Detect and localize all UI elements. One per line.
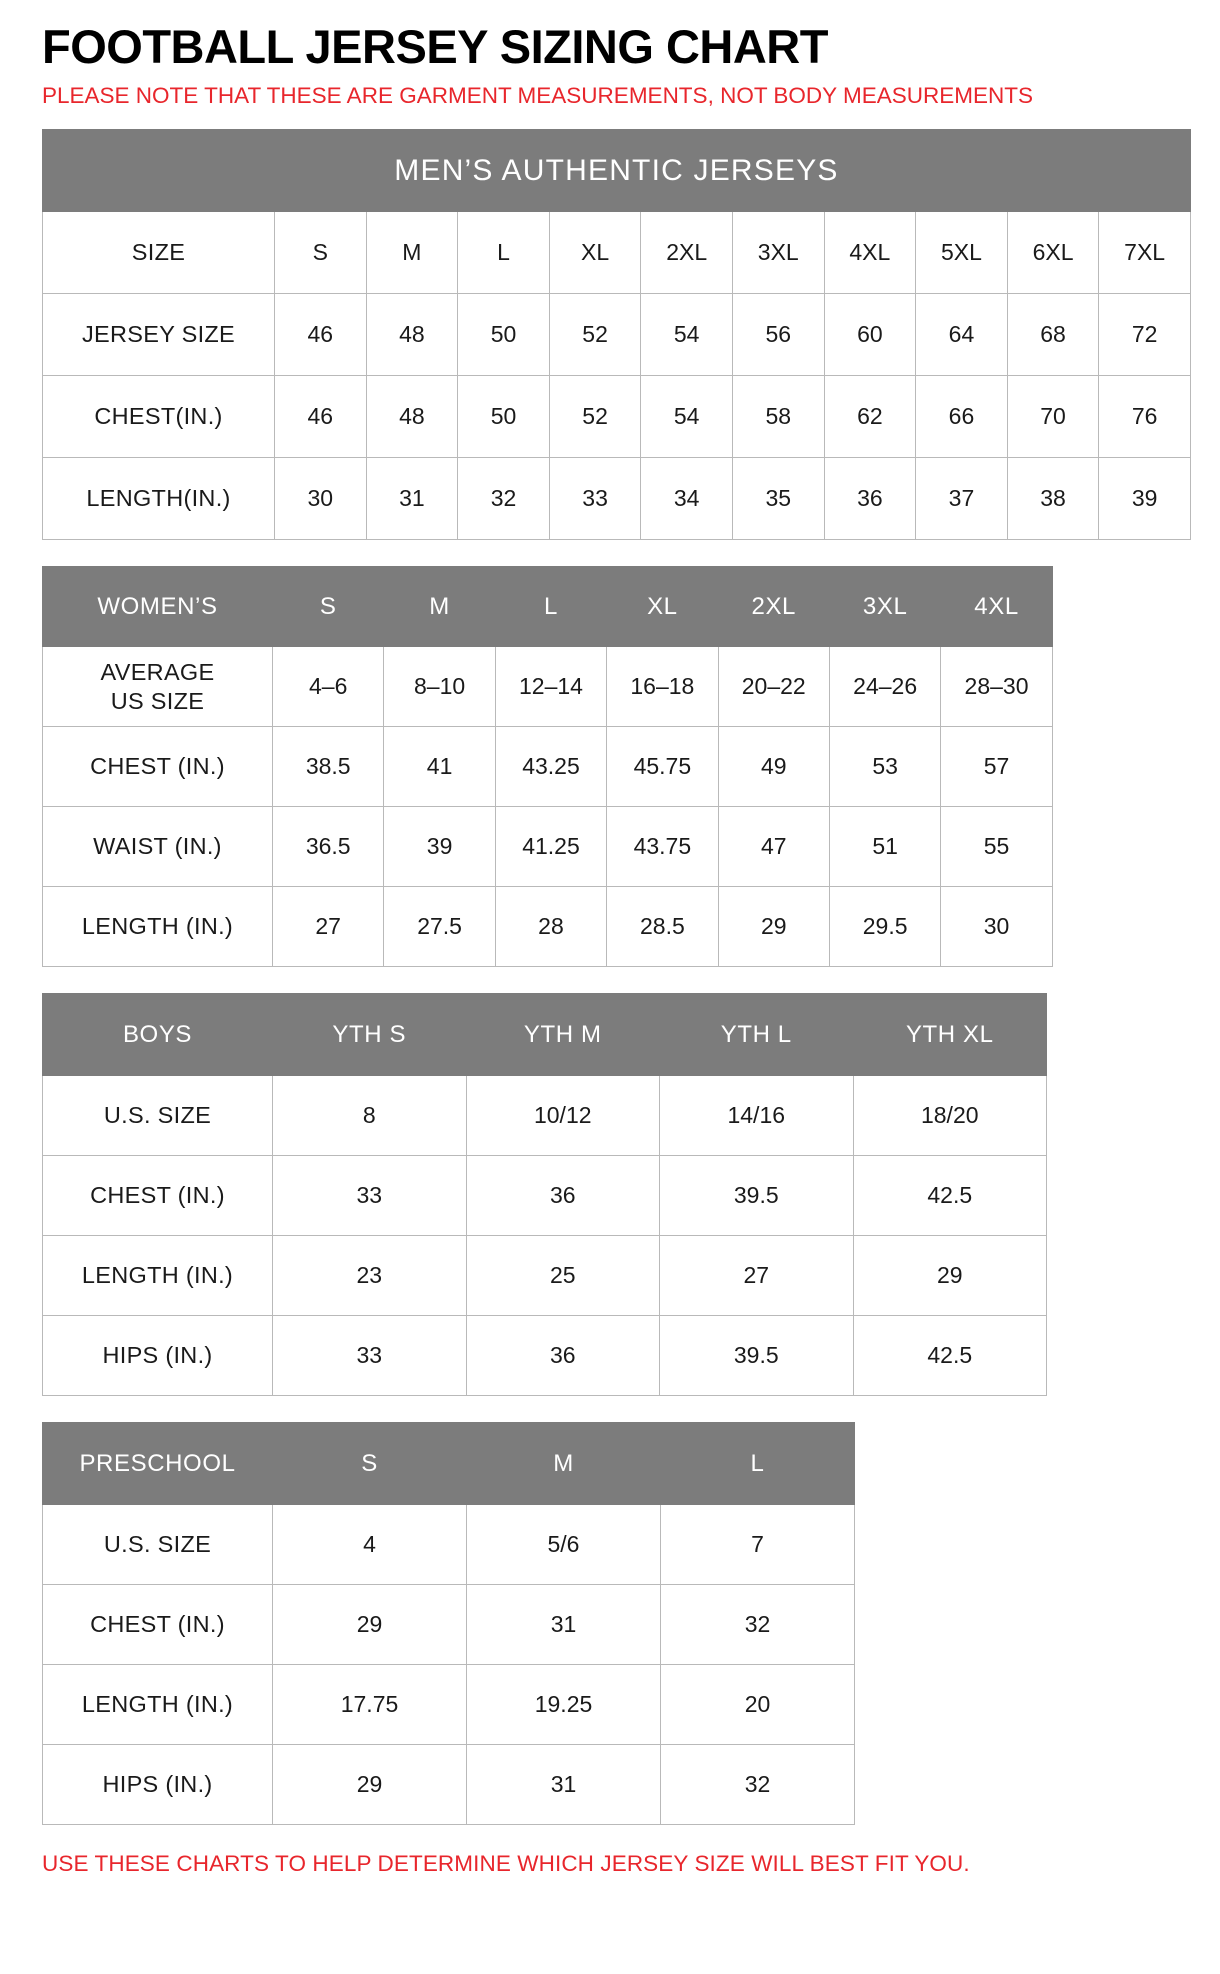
womens-size-4xl: 4XL xyxy=(941,567,1052,647)
cell: 28–30 xyxy=(941,647,1052,727)
cell: 36.5 xyxy=(273,807,384,887)
cell: 36 xyxy=(466,1156,660,1236)
row-label: HIPS (IN.) xyxy=(43,1745,273,1825)
table-row xyxy=(43,1665,855,1745)
cell: 36 xyxy=(466,1316,660,1396)
boys-sizing-table xyxy=(42,993,1047,1396)
cell: 31 xyxy=(467,1585,661,1665)
row-label: CHEST (IN.) xyxy=(43,1156,273,1236)
mens-size-4xl: 4XL xyxy=(824,212,916,294)
cell: 31 xyxy=(366,458,458,540)
cell: 10/12 xyxy=(466,1076,660,1156)
cell: 51 xyxy=(829,807,940,887)
cell: 33 xyxy=(273,1316,467,1396)
cell: 50 xyxy=(458,376,550,458)
cell: 66 xyxy=(916,376,1008,458)
womens-size-m: M xyxy=(384,567,495,647)
cell: 48 xyxy=(366,376,458,458)
table-header-row xyxy=(43,212,1191,294)
womens-size-2xl: 2XL xyxy=(718,567,829,647)
boys-size-yth-l: YTH L xyxy=(660,994,854,1076)
womens-size-l: L xyxy=(495,567,606,647)
cell: 42.5 xyxy=(853,1316,1047,1396)
cell: 39.5 xyxy=(660,1316,854,1396)
womens-size-3xl: 3XL xyxy=(829,567,940,647)
cell: 20 xyxy=(661,1665,855,1745)
cell: 68 xyxy=(1007,294,1099,376)
mens-size-xl: XL xyxy=(549,212,641,294)
row-label-line2: US SIZE xyxy=(110,687,205,714)
cell: 60 xyxy=(824,294,916,376)
table-header-row xyxy=(43,1423,855,1505)
womens-header-label: WOMEN’S xyxy=(43,567,273,647)
cell: 28 xyxy=(495,887,606,967)
mens-size-5xl: 5XL xyxy=(916,212,1008,294)
cell: 38 xyxy=(1007,458,1099,540)
cell: 43.75 xyxy=(607,807,718,887)
table-row xyxy=(43,294,1191,376)
cell: 17.75 xyxy=(273,1665,467,1745)
cell: 38.5 xyxy=(273,727,384,807)
cell: 29 xyxy=(273,1585,467,1665)
mens-sizing-table xyxy=(42,129,1191,540)
cell: 33 xyxy=(273,1156,467,1236)
cell: 46 xyxy=(275,376,367,458)
boys-size-yth-s: YTH S xyxy=(273,994,467,1076)
cell: 29.5 xyxy=(829,887,940,967)
mens-size-3xl: 3XL xyxy=(732,212,824,294)
cell: 25 xyxy=(466,1236,660,1316)
row-label: HIPS (IN.) xyxy=(43,1316,273,1396)
cell: 18/20 xyxy=(853,1076,1047,1156)
table-row xyxy=(43,1585,855,1665)
cell: 30 xyxy=(941,887,1052,967)
row-label: LENGTH (IN.) xyxy=(43,1236,273,1316)
cell: 53 xyxy=(829,727,940,807)
row-label: CHEST (IN.) xyxy=(43,727,273,807)
table-banner-row xyxy=(43,130,1191,212)
cell: 29 xyxy=(853,1236,1047,1316)
table-row xyxy=(43,887,1053,967)
row-label-line1: AVERAGE xyxy=(100,658,215,685)
row-label xyxy=(43,647,273,727)
cell: 29 xyxy=(273,1745,467,1825)
boys-size-yth-m: YTH M xyxy=(466,994,660,1076)
table-row xyxy=(43,1316,1047,1396)
cell: 55 xyxy=(941,807,1052,887)
cell: 30 xyxy=(275,458,367,540)
cell: 57 xyxy=(941,727,1052,807)
row-label: CHEST (IN.) xyxy=(43,1585,273,1665)
cell: 52 xyxy=(549,376,641,458)
page-title: FOOTBALL JERSEY SIZING CHART xyxy=(42,20,828,73)
row-label: JERSEY SIZE xyxy=(43,294,275,376)
cell: 23 xyxy=(273,1236,467,1316)
cell: 31 xyxy=(467,1745,661,1825)
cell: 52 xyxy=(549,294,641,376)
table-row xyxy=(43,458,1191,540)
cell: 8–10 xyxy=(384,647,495,727)
cell: 27 xyxy=(660,1236,854,1316)
cell: 32 xyxy=(458,458,550,540)
womens-size-s: S xyxy=(273,567,384,647)
mens-size-label: SIZE xyxy=(43,212,275,294)
row-label: U.S. SIZE xyxy=(43,1076,273,1156)
cell: 24–26 xyxy=(829,647,940,727)
row-label: CHEST(IN.) xyxy=(43,376,275,458)
cell: 28.5 xyxy=(607,887,718,967)
row-label: U.S. SIZE xyxy=(43,1505,273,1585)
row-label: LENGTH (IN.) xyxy=(43,1665,273,1745)
cell: 41 xyxy=(384,727,495,807)
cell: 32 xyxy=(661,1585,855,1665)
cell: 27.5 xyxy=(384,887,495,967)
cell: 72 xyxy=(1099,294,1191,376)
cell: 33 xyxy=(549,458,641,540)
boys-header-label: BOYS xyxy=(43,994,273,1076)
preschool-size-m: M xyxy=(467,1423,661,1505)
cell: 41.25 xyxy=(495,807,606,887)
preschool-size-s: S xyxy=(273,1423,467,1505)
cell: 37 xyxy=(916,458,1008,540)
preschool-size-l: L xyxy=(661,1423,855,1505)
table-row xyxy=(43,647,1053,727)
cell: 12–14 xyxy=(495,647,606,727)
table-row xyxy=(43,1236,1047,1316)
table-row xyxy=(43,807,1053,887)
cell: 49 xyxy=(718,727,829,807)
cell: 8 xyxy=(273,1076,467,1156)
cell: 47 xyxy=(718,807,829,887)
cell: 48 xyxy=(366,294,458,376)
table-row xyxy=(43,727,1053,807)
measurement-disclaimer: PLEASE NOTE THAT THESE ARE GARMENT MEASUREMENTS, NOT BODY MEASUREMENTS xyxy=(42,83,1034,109)
table-header-row xyxy=(43,567,1053,647)
cell: 58 xyxy=(732,376,824,458)
mens-size-s: S xyxy=(275,212,367,294)
cell: 36 xyxy=(824,458,916,540)
row-label: LENGTH(IN.) xyxy=(43,458,275,540)
table-row xyxy=(43,1156,1047,1236)
cell: 54 xyxy=(641,294,733,376)
boys-size-yth-xl: YTH XL xyxy=(853,994,1047,1076)
table-row xyxy=(43,1505,855,1585)
row-label: LENGTH (IN.) xyxy=(43,887,273,967)
table-row xyxy=(43,1745,855,1825)
preschool-sizing-table xyxy=(42,1422,855,1825)
womens-size-xl: XL xyxy=(607,567,718,647)
cell: 50 xyxy=(458,294,550,376)
cell: 45.75 xyxy=(607,727,718,807)
cell: 39 xyxy=(1099,458,1191,540)
mens-size-l: L xyxy=(458,212,550,294)
preschool-header-label: PRESCHOOL xyxy=(43,1423,273,1505)
mens-size-2xl: 2XL xyxy=(641,212,733,294)
table-row xyxy=(43,376,1191,458)
cell: 4 xyxy=(273,1505,467,1585)
cell: 64 xyxy=(916,294,1008,376)
womens-sizing-table xyxy=(42,566,1053,967)
cell: 19.25 xyxy=(467,1665,661,1745)
cell: 14/16 xyxy=(660,1076,854,1156)
cell: 20–22 xyxy=(718,647,829,727)
mens-size-m: M xyxy=(366,212,458,294)
cell: 39.5 xyxy=(660,1156,854,1236)
mens-size-7xl: 7XL xyxy=(1099,212,1191,294)
cell: 54 xyxy=(641,376,733,458)
cell: 7 xyxy=(661,1505,855,1585)
cell: 32 xyxy=(661,1745,855,1825)
cell: 56 xyxy=(732,294,824,376)
cell: 42.5 xyxy=(853,1156,1047,1236)
cell: 76 xyxy=(1099,376,1191,458)
cell: 43.25 xyxy=(495,727,606,807)
cell: 29 xyxy=(718,887,829,967)
cell: 35 xyxy=(732,458,824,540)
table-header-row xyxy=(43,994,1047,1076)
row-label: WAIST (IN.) xyxy=(43,807,273,887)
cell: 39 xyxy=(384,807,495,887)
mens-size-6xl: 6XL xyxy=(1007,212,1099,294)
table-row xyxy=(43,1076,1047,1156)
footer-note: USE THESE CHARTS TO HELP DETERMINE WHICH JERSEY SIZE WILL BEST FIT YOU. xyxy=(42,1851,970,1877)
cell: 4–6 xyxy=(273,647,384,727)
cell: 34 xyxy=(641,458,733,540)
cell: 16–18 xyxy=(607,647,718,727)
cell: 62 xyxy=(824,376,916,458)
cell: 70 xyxy=(1007,376,1099,458)
cell: 46 xyxy=(275,294,367,376)
mens-banner: MEN’S AUTHENTIC JERSEYS xyxy=(43,130,1191,212)
cell: 27 xyxy=(273,887,384,967)
cell: 5/6 xyxy=(467,1505,661,1585)
